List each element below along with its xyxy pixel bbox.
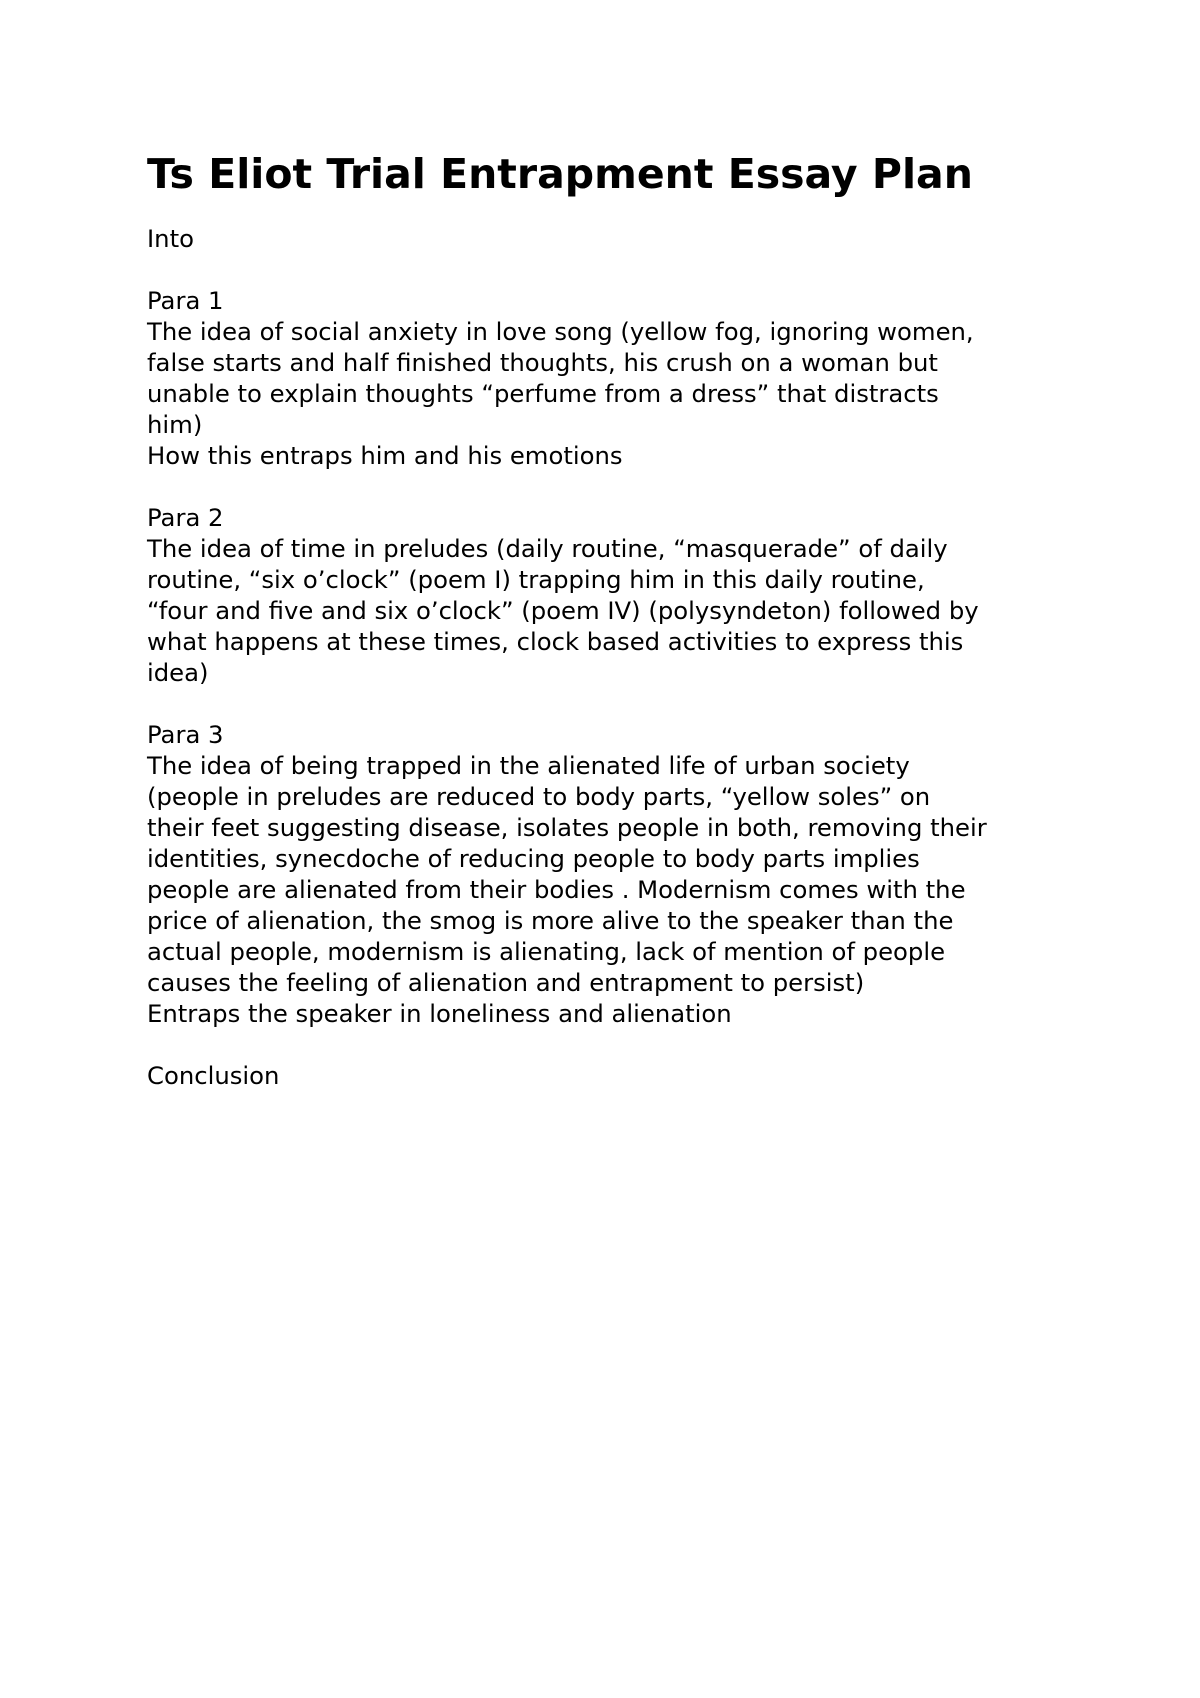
paragraph-3-line: causes the feeling of alienation and entrapment to persist) [147, 968, 865, 998]
blank-line [147, 688, 1087, 719]
paragraph-2-line: idea) [147, 658, 209, 688]
paragraph-1-heading: Para 1 [147, 286, 224, 316]
paragraph-3-line: (people in preludes are reduced to body parts, “yellow soles” on [147, 782, 931, 812]
paragraph-3-line: their feet suggesting disease, isolates people in both, removing their [147, 813, 987, 843]
paragraph-2 [147, 502, 1087, 688]
conclusion-label: Conclusion [147, 1061, 280, 1091]
paragraph-3 [147, 719, 1087, 1029]
paragraph-1-line: The idea of social anxiety in love song (yellow fog, ignoring women, [147, 317, 974, 347]
paragraph-1-line: unable to explain thoughts “perfume from a dress” that distracts [147, 379, 939, 409]
paragraph-3-heading: Para 3 [147, 720, 224, 750]
paragraph-2-line: “four and five and six o’clock” (poem IV) (polysyndeton) followed by [147, 596, 979, 626]
paragraph-3-line: price of alienation, the smog is more alive to the speaker than the [147, 906, 954, 936]
blank-line [147, 471, 1087, 502]
paragraph-3-line: Entraps the speaker in loneliness and alienation [147, 999, 732, 1029]
document-title: Ts Eliot Trial Entrapment Essay Plan [147, 150, 973, 198]
paragraph-1 [147, 285, 1087, 471]
paragraph-1-line: him) [147, 410, 203, 440]
blank-line [147, 254, 1087, 285]
paragraph-2-line: routine, “six o’clock” (poem I) trapping him in this daily routine, [147, 565, 925, 595]
paragraph-2-line: what happens at these times, clock based activities to express this [147, 627, 964, 657]
blank-line [147, 1029, 1087, 1060]
document-body [147, 223, 1087, 1091]
paragraph-1-line: false starts and half finished thoughts, his crush on a woman but [147, 348, 938, 378]
paragraph-3-line: The idea of being trapped in the alienated life of urban society [147, 751, 910, 781]
paragraph-2-heading: Para 2 [147, 503, 224, 533]
paragraph-3-line: actual people, modernism is alienating, lack of mention of people [147, 937, 946, 967]
paragraph-2-line: The idea of time in preludes (daily routine, “masquerade” of daily [147, 534, 948, 564]
paragraph-1-line: How this entraps him and his emotions [147, 441, 623, 471]
intro-label: Into [147, 224, 194, 254]
paragraph-3-line: people are alienated from their bodies . Modernism comes with the [147, 875, 966, 905]
paragraph-3-line: identities, synecdoche of reducing people to body parts implies [147, 844, 920, 874]
document-page [147, 150, 1087, 1091]
